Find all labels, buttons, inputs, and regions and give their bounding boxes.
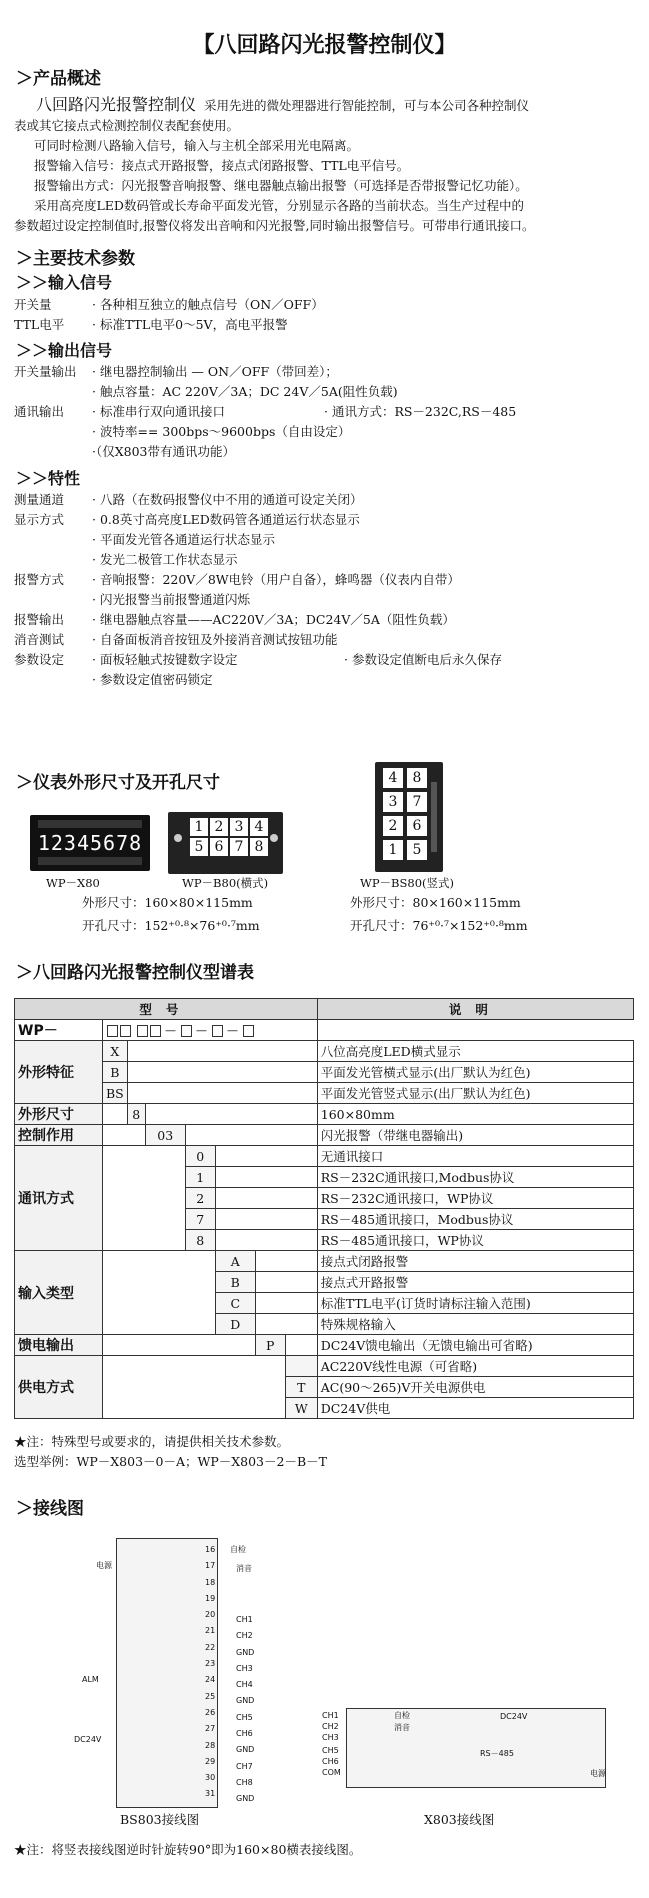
bs80-cell: 6 xyxy=(407,816,427,836)
desc-cell: RS－232C通讯接口,Modbus协议 xyxy=(317,1167,633,1188)
feature-rows xyxy=(14,490,634,690)
spec-text: ·（仅X803带有通讯功能） xyxy=(92,444,235,459)
spec-text-2: · 参数设定值断电后永久保存 xyxy=(344,652,502,667)
x803-self-test-label: 自检 xyxy=(394,1711,410,1720)
table-spacer xyxy=(127,1062,317,1083)
table-spacer xyxy=(103,1356,286,1419)
overview-line5: 报警输出方式：闪光报警音响报警、继电器触点输出报警（可选择是否带报警记忆功能）。 xyxy=(34,178,528,193)
category-label: 供电方式 xyxy=(15,1356,103,1419)
b80-grid xyxy=(190,818,268,856)
spec-row xyxy=(14,402,634,422)
desc-cell: AC(90～265)V开关电源供电 xyxy=(317,1377,633,1398)
desc-cell: DC24V供电 xyxy=(317,1398,633,1419)
code-cell: D xyxy=(215,1314,255,1335)
terminal-number: 27 xyxy=(205,1724,216,1734)
bs80-cell: 1 xyxy=(383,840,403,860)
spec-row xyxy=(14,570,634,590)
x803-left-channel-labels xyxy=(322,1710,339,1743)
dims-heading: ＞仪表外形尺寸及开孔尺寸 xyxy=(16,773,220,793)
b80-meter xyxy=(168,812,283,874)
terminal-number: 23 xyxy=(205,1659,216,1669)
terminal-number: 30 xyxy=(205,1773,216,1783)
desc-cell: AC220V线性电源（可省略) xyxy=(317,1356,633,1377)
spec-label: 消音测试 xyxy=(14,632,65,647)
b80-cell: 4 xyxy=(250,818,268,836)
spec-text: · 参数设定值密码锁定 xyxy=(92,672,213,687)
x803-caption: X803接线图 xyxy=(424,1812,495,1827)
bs80-side-strip xyxy=(431,782,437,852)
desc-cell: RS－485通讯接口，WP协议 xyxy=(317,1230,633,1251)
spec-text: · 自备面板消音按钮及外接消音测试按钮功能 xyxy=(92,632,338,647)
col-model: 型号 xyxy=(15,999,318,1020)
x803-dc24v-label: DC24V xyxy=(500,1712,528,1721)
b80-cell: 5 xyxy=(190,838,208,856)
channel-label: CH1 xyxy=(236,1615,253,1624)
table-row xyxy=(15,1356,634,1377)
x80-meter xyxy=(30,815,150,871)
bs80-meter xyxy=(375,762,443,872)
table-spacer xyxy=(255,1293,317,1314)
spec-row xyxy=(14,422,634,442)
spec-text: · 波特率== 300bps～9600bps（自由设定） xyxy=(92,424,351,439)
bs80-cell: 8 xyxy=(407,768,427,788)
desc-cell: 接点式开路报警 xyxy=(317,1272,633,1293)
terminal-number: 29 xyxy=(205,1756,216,1766)
b80-cell: 3 xyxy=(230,818,248,836)
spec-text: · 各种相互独立的触点信号（ON／OFF） xyxy=(92,297,324,312)
com-label: COM xyxy=(322,1768,341,1777)
spec-text: · 标准TTL电平0～5V，高电平报警 xyxy=(92,317,288,332)
table-row xyxy=(15,1104,634,1125)
table-spacer xyxy=(255,1272,317,1293)
terminal-number: 28 xyxy=(205,1740,216,1750)
spec-text: · 继电器控制输出 — ON／OFF（带回差）； xyxy=(92,364,338,379)
channel-label: GND xyxy=(236,1647,255,1657)
table-spacer xyxy=(215,1146,317,1167)
channel-label: GND xyxy=(236,1745,255,1755)
code-cell: 7 xyxy=(185,1209,215,1230)
spec-label: 通讯输出 xyxy=(14,404,65,419)
b80-led xyxy=(174,834,182,842)
table-spacer xyxy=(215,1230,317,1251)
desc-cell: 标准TTL电平(订货时请标注输入范围) xyxy=(317,1293,633,1314)
channel-label: GND xyxy=(236,1794,255,1804)
table-spacer xyxy=(145,1104,317,1125)
spec-text: · 平面发光管各通道运行状态显示 xyxy=(92,532,275,547)
terminal-number: 21 xyxy=(205,1626,216,1636)
spec-row xyxy=(14,610,634,630)
table-spacer xyxy=(103,1125,146,1146)
code-cell: P xyxy=(255,1335,285,1356)
category-label: 馈电输出 xyxy=(15,1335,103,1356)
b80-cell: 2 xyxy=(210,818,228,836)
overview-para1-text: 采用先进的微处理器进行智能控制，可与本公司各种控制仪 xyxy=(203,98,529,113)
desc-cell: 接点式闭路报警 xyxy=(317,1251,633,1272)
alm-label: ALM xyxy=(82,1675,99,1684)
table-spacer xyxy=(215,1167,317,1188)
code-cell xyxy=(285,1356,317,1377)
spec-text: · 0.8英寸高亮度LED数码管各通道运行状态显示 xyxy=(92,512,360,527)
output-rows xyxy=(14,362,634,462)
table-spacer xyxy=(127,1083,317,1104)
overview-line6: 采用高亮度LED数码管或长寿命平面发光管，分别显示各路的当前状态。当生产过程中的 xyxy=(34,198,524,213)
channel-label: CH5 xyxy=(322,1746,339,1755)
table-row xyxy=(15,1041,634,1062)
desc-cell: 160×80mm xyxy=(317,1104,633,1125)
spec-row xyxy=(14,382,634,402)
table-spacer xyxy=(103,1251,216,1335)
code-cell: 03 xyxy=(145,1125,185,1146)
channel-label: CH4 xyxy=(236,1680,253,1690)
channel-label: CH3 xyxy=(236,1663,253,1673)
desc-cell: RS－232C通讯接口，WP协议 xyxy=(317,1188,633,1209)
table-spacer xyxy=(215,1188,317,1209)
spec-row xyxy=(14,590,634,610)
table-header-row xyxy=(15,999,634,1020)
overview-line3: 可同时检测八路输入信号，输入与主机全部采用光电隔离。 xyxy=(34,138,360,153)
dc24v-label: DC24V xyxy=(74,1735,102,1744)
spec-row xyxy=(14,442,634,462)
channel-label: CH3 xyxy=(322,1733,339,1742)
terminal-number: 31 xyxy=(205,1789,216,1799)
x80-bottom-strip xyxy=(38,857,142,865)
spec-label: 测量通道 xyxy=(14,492,65,507)
terminal-number: 19 xyxy=(205,1593,216,1603)
spec-text-2: · 通讯方式：RS－232C,RS－485 xyxy=(324,404,517,419)
spec-text: · 继电器触点容量——AC220V／3A；DC24V／5A（阻性负载） xyxy=(92,612,455,627)
terminal-number: 17 xyxy=(205,1561,216,1571)
category-label: 控制作用 xyxy=(15,1125,103,1146)
terminal-number: 22 xyxy=(205,1642,216,1652)
page-title: 【八回路闪光报警控制仪】 xyxy=(192,33,457,58)
overview-heading: ＞产品概述 xyxy=(16,69,101,89)
spec-text: · 触点容量：AC 220V／3A；DC 24V／5A(阻性负载) xyxy=(92,384,398,399)
spec-label: 开关量 xyxy=(14,297,52,312)
desc-cell: 无通讯接口 xyxy=(317,1146,633,1167)
bs803-caption: BS803接线图 xyxy=(120,1812,200,1827)
table-row xyxy=(15,1335,634,1356)
spec-label: 报警输出 xyxy=(14,612,65,627)
model-prefix: WP－ xyxy=(15,1020,103,1041)
table-heading: ＞八回路闪光报警控制仪型谱表 xyxy=(16,963,254,983)
category-label: 外形特征 xyxy=(15,1041,103,1104)
terminal-number: 18 xyxy=(205,1577,216,1587)
bs80-label: WP－BS80(竖式) xyxy=(360,876,454,890)
bs80-cut-size: 开孔尺寸：76⁺⁰·⁷×152⁺⁰·⁸mm xyxy=(350,918,528,933)
x803-left-channel-labels-2 xyxy=(322,1745,341,1778)
code-cell: BS xyxy=(103,1083,128,1104)
table-spacer xyxy=(215,1209,317,1230)
overview-line7: 参数超过设定控制值时,报警仪将发出音响和闪光报警,同时输出报警信号。可带串行通讯接口。 xyxy=(14,218,535,233)
desc-cell: DC24V馈电输出（无馈电输出可省略) xyxy=(317,1335,633,1356)
x803-mute-label: 消音 xyxy=(394,1723,410,1732)
desc-cell: 八位高亮度LED横式显示 xyxy=(317,1041,633,1062)
table-row xyxy=(15,1146,634,1167)
code-cell: 2 xyxy=(185,1188,215,1209)
b80-cell: 1 xyxy=(190,818,208,836)
table-spacer xyxy=(185,1125,317,1146)
overview-line4: 报警输入信号：接点式开路报警，接点式闭路报警、TTL电平信号。 xyxy=(34,158,410,173)
spec-text: · 标准串行双向通讯接口 xyxy=(92,404,225,419)
terminal-number-column xyxy=(205,1542,215,1803)
table-spacer xyxy=(255,1314,317,1335)
spec-row xyxy=(14,510,634,530)
table-spacer xyxy=(285,1335,317,1356)
bs80-cell: 5 xyxy=(407,840,427,860)
x803-rs485-label: RS－485 xyxy=(480,1749,514,1758)
bs803-body xyxy=(116,1538,218,1808)
table-spacer xyxy=(103,1146,186,1251)
table-row xyxy=(15,1125,634,1146)
spec-label: 显示方式 xyxy=(14,512,65,527)
bs80-cell: 7 xyxy=(407,792,427,812)
code-cell: T xyxy=(285,1377,317,1398)
spec-row xyxy=(14,550,634,570)
table-spacer xyxy=(103,1335,256,1356)
mute-label: 消音 xyxy=(236,1564,252,1573)
desc-cell: 平面发光管竖式显示(出厂默认为红色) xyxy=(317,1083,633,1104)
product-name: 八回路闪光报警控制仪 xyxy=(36,95,197,114)
terminal-number: 24 xyxy=(205,1675,216,1685)
spec-label: 参数设定 xyxy=(14,652,65,667)
bs80-cell: 2 xyxy=(383,816,403,836)
overview-para1 xyxy=(36,95,529,116)
overview-para1-line2: 表或其它接点式检测控制仪表配套使用。 xyxy=(14,118,240,133)
table-prefix-row xyxy=(15,1020,634,1041)
code-cell: A xyxy=(215,1251,255,1272)
channel-label: CH6 xyxy=(236,1729,253,1739)
spec-text: · 八路（在数码报警仪中不用的通道可设定关闭） xyxy=(92,492,363,507)
x80-cut-size: 开孔尺寸：152⁺⁰·⁸×76⁺⁰·⁷mm xyxy=(82,918,260,933)
code-cell: W xyxy=(285,1398,317,1419)
terminal-number: 20 xyxy=(205,1610,216,1620)
input-heading: ＞＞输入信号 xyxy=(16,273,113,292)
channel-label: CH8 xyxy=(236,1777,253,1787)
spec-row xyxy=(14,650,634,670)
params-heading: ＞主要技术参数 xyxy=(16,249,135,269)
b80-cell: 8 xyxy=(250,838,268,856)
terminal-number: 16 xyxy=(205,1545,216,1554)
table-row xyxy=(15,1251,634,1272)
table-row xyxy=(15,1083,634,1104)
category-label: 输入类型 xyxy=(15,1251,103,1335)
table-spacer xyxy=(317,1020,633,1041)
wiring-note: ★注：将竖表接线图逆时针旋转90°即为160×80横表接线图。 xyxy=(14,1842,362,1857)
bs80-cell: 4 xyxy=(383,768,403,788)
code-cell: 8 xyxy=(127,1104,145,1125)
desc-cell: 平面发光管横式显示(出厂默认为红色) xyxy=(317,1062,633,1083)
channel-label: GND xyxy=(236,1696,255,1706)
table-spacer xyxy=(127,1041,317,1062)
code-cell: 0 xyxy=(185,1146,215,1167)
wiring-heading: ＞接线图 xyxy=(16,1499,84,1519)
spec-text: · 发光二极管工作状态显示 xyxy=(92,552,238,567)
model-table xyxy=(14,998,634,1419)
code-cell: 8 xyxy=(185,1230,215,1251)
spec-label: 报警方式 xyxy=(14,572,65,587)
b80-led xyxy=(270,834,278,842)
spec-text: · 闪光报警当前报警通道闪烁 xyxy=(92,592,250,607)
bs80-cell: 3 xyxy=(383,792,403,812)
desc-cell: 闪光报警（带继电器输出) xyxy=(317,1125,633,1146)
x80-top-strip xyxy=(38,820,142,828)
code-cell: X xyxy=(103,1041,128,1062)
desc-cell: RS－485通讯接口，Modbus协议 xyxy=(317,1209,633,1230)
terminal-number: 25 xyxy=(205,1691,216,1701)
code-cell: B xyxy=(103,1062,128,1083)
output-heading: ＞＞输出信号 xyxy=(16,341,113,360)
x803-power-label: 电源 xyxy=(590,1769,606,1778)
spec-label: 开关量输出 xyxy=(14,364,77,379)
spec-row xyxy=(14,362,634,382)
x80-outer-size: 外形尺寸：160×80×115mm xyxy=(82,895,253,910)
table-spacer xyxy=(255,1251,317,1272)
bs80-grid xyxy=(383,768,427,860)
desc-cell: 特殊规格输入 xyxy=(317,1314,633,1335)
spec-text: · 面板轻触式按键数字设定 xyxy=(92,652,238,667)
col-desc: 说明 xyxy=(317,999,633,1020)
channel-label: CH6 xyxy=(322,1757,339,1766)
table-note-2: 选型举例：WP－X803－0－A；WP－X803－2－B－T xyxy=(14,1454,327,1469)
channel-label-column xyxy=(236,1612,254,1808)
code-cell: B xyxy=(215,1272,255,1293)
bs80-outer-size: 外形尺寸：80×160×115mm xyxy=(350,895,521,910)
code-cell: C xyxy=(215,1293,255,1314)
category-label: 通讯方式 xyxy=(15,1146,103,1251)
channel-label: CH7 xyxy=(236,1761,253,1771)
b80-label: WP－B80(横式) xyxy=(182,876,269,890)
table-row xyxy=(15,1062,634,1083)
power-label: 电源 xyxy=(96,1561,112,1570)
channel-label: CH2 xyxy=(236,1631,253,1641)
spec-row xyxy=(14,630,634,650)
spec-label: TTL电平 xyxy=(14,317,65,332)
b80-cell: 6 xyxy=(210,838,228,856)
self-test-label: 自检 xyxy=(230,1545,246,1554)
channel-label: CH5 xyxy=(236,1712,253,1722)
model-code-boxes: — — — xyxy=(103,1020,318,1041)
spec-row xyxy=(14,530,634,550)
code-cell: 1 xyxy=(185,1167,215,1188)
table-note-1: ★注：特殊型号或要求的，请提供相关技术参数。 xyxy=(14,1434,290,1449)
x80-label: WP－X80 xyxy=(46,876,100,890)
b80-cell: 7 xyxy=(230,838,248,856)
channel-label: CH1 xyxy=(322,1711,339,1720)
x803-body xyxy=(346,1708,606,1788)
feature-heading: ＞＞特性 xyxy=(16,469,81,488)
terminal-number: 26 xyxy=(205,1707,216,1717)
spec-row xyxy=(14,490,634,510)
x80-display: 12345678 xyxy=(37,831,143,855)
category-label: 外形尺寸 xyxy=(15,1104,103,1125)
table-spacer xyxy=(103,1104,128,1125)
channel-label: CH2 xyxy=(322,1722,339,1731)
spec-text: · 音响报警：220V／8W电铃（用户自备），蜂鸣器（仪表内自带） xyxy=(92,572,460,587)
spec-row xyxy=(14,670,634,690)
